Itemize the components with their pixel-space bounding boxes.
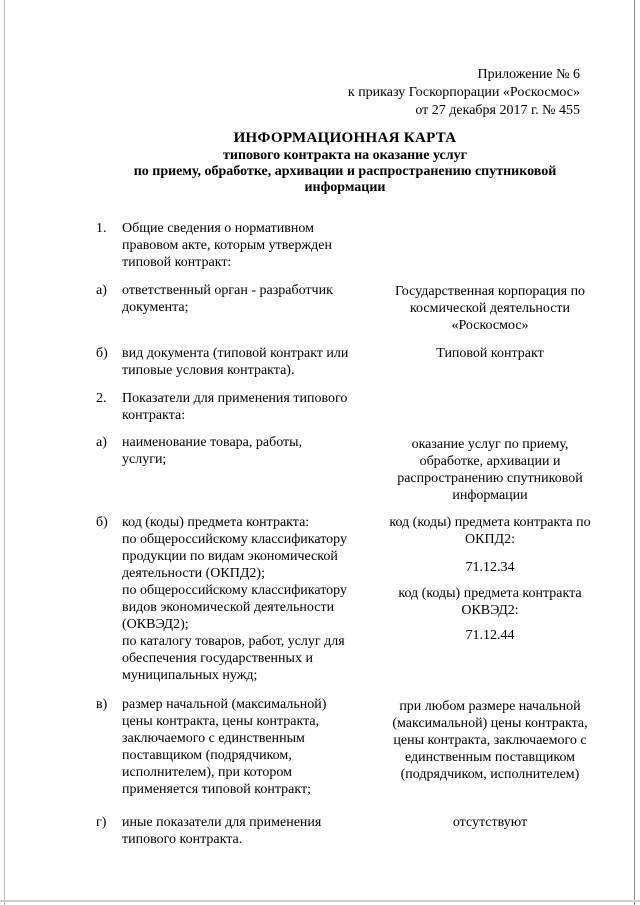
- scan-edge-right: [634, 0, 635, 905]
- item-number: в): [96, 697, 108, 712]
- title-line: по приему, обработке, архивации и распространению спутниковой: [133, 164, 557, 179]
- item-label-line: видов экономической деятельности: [122, 600, 335, 615]
- item-value-line: оказание услуг по приему,: [411, 437, 569, 452]
- item-label-line: иные показатели для применения: [122, 815, 322, 830]
- item-label: [122, 390, 380, 424]
- item-label-line: правовом акте, которым утвержден: [122, 238, 332, 253]
- item-label-line: услуги;: [122, 452, 167, 467]
- scan-edge-bottom: [0, 900, 640, 902]
- item-label-line: Общие сведения о нормативном: [122, 221, 314, 236]
- item-label-line: (ОКВЭД2);: [122, 617, 189, 632]
- item-value-line: (подрядчиком, исполнителем): [400, 767, 580, 782]
- item-label-line: исполнителем), при котором: [122, 765, 292, 780]
- item-label-line: продукции по видам экономической: [122, 549, 338, 564]
- item-value: [378, 345, 602, 362]
- item-label: [122, 282, 380, 316]
- appendix-number: Приложение № 6: [477, 67, 580, 82]
- item-label-line: поставщиком (подрядчиком,: [122, 748, 292, 763]
- item-label-line: Показатели для применения типового: [122, 391, 348, 406]
- item-value-line: Типовой контракт: [436, 346, 544, 361]
- okved-label: [378, 585, 602, 619]
- item-label-line: деятельности (ОКПД2);: [122, 566, 265, 581]
- item-label-line: типового контракта.: [122, 832, 243, 847]
- title-main: ИНФОРМАЦИОННАЯ КАРТА: [233, 130, 457, 146]
- item-label-line: заключаемого с единственным: [122, 731, 305, 746]
- scan-edge-left: [4, 0, 5, 905]
- okved-label-line: ОКВЭД2:: [461, 603, 519, 618]
- item-label-line: типовые условия контракта).: [122, 363, 295, 378]
- item-value: [378, 436, 602, 504]
- item-number: б): [96, 515, 108, 530]
- item-label: [122, 814, 380, 848]
- item-number: б): [96, 346, 108, 361]
- item-value: [378, 814, 602, 831]
- item-label-line: наименование товара, работы,: [122, 435, 303, 450]
- item-number: 1.: [96, 221, 107, 236]
- okved-label-line: код (коды) предмета контракта: [398, 586, 582, 601]
- item-label: [122, 220, 380, 271]
- item-value-line: обработке, архивации и: [419, 454, 561, 469]
- item-value-line: Государственная корпорация по: [394, 284, 586, 299]
- item-label: [122, 514, 380, 684]
- item-label-line: муниципальных нужд;: [122, 668, 258, 683]
- okpd-label-line: ОКПД2:: [465, 532, 515, 547]
- item-value-line: при любом размере начальной: [399, 699, 581, 714]
- item-number: а): [96, 435, 107, 450]
- item-label: [122, 434, 380, 468]
- item-label: [122, 696, 380, 798]
- item-value-line: отсутствуют: [452, 815, 528, 830]
- item-label-line: документа;: [122, 300, 189, 315]
- item-label-line: контракта:: [122, 408, 186, 423]
- item-label: [122, 345, 380, 379]
- appendix-order: к приказу Госкорпорации «Роскосмос»: [347, 85, 580, 100]
- item-number: 2.: [96, 391, 107, 406]
- title-line: информации: [304, 180, 386, 195]
- okpd-code: 71.12.34: [465, 560, 515, 575]
- okpd-label-line: код (коды) предмета контракта по: [389, 515, 591, 530]
- item-value: [378, 283, 602, 334]
- item-label-line: размер начальной (максимальной): [122, 697, 327, 712]
- title-line: типового контракта на оказание услуг: [223, 148, 467, 163]
- item-value-line: цены контракта, заключаемого с: [393, 733, 587, 748]
- item-label-line: цены контракта, цены контракта,: [122, 714, 320, 729]
- item-label-line: обеспечения государственных и: [122, 651, 313, 666]
- item-label-line: по общероссийскому классификатору: [122, 532, 347, 547]
- item-label-line: по общероссийскому классификатору: [122, 583, 347, 598]
- okpd-label: [378, 514, 602, 548]
- item-label-line: ответственный орган - разработчик: [122, 283, 333, 298]
- item-label-line: вид документа (типовой контракт или: [122, 346, 349, 361]
- item-value-line: распространению спутниковой: [397, 471, 583, 486]
- item-value-line: «Роскосмос»: [451, 318, 529, 333]
- item-number: а): [96, 283, 107, 298]
- item-label-line: типовой контракт:: [122, 255, 232, 270]
- item-value-line: (максимальной) цены контракта,: [392, 716, 588, 731]
- appendix-date: от 27 декабря 2017 г. № 455: [415, 103, 580, 118]
- item-value-line: единственным поставщиком: [404, 750, 576, 765]
- item-label-line: по каталогу товаров, работ, услуг для: [122, 634, 345, 649]
- okved-code: 71.12.44: [465, 628, 515, 643]
- item-label-line: код (коды) предмета контракта:: [122, 515, 310, 530]
- appendix-header: [300, 66, 580, 120]
- item-value: [378, 698, 602, 783]
- document-title: [80, 128, 610, 196]
- item-number: г): [96, 815, 107, 830]
- item-value-line: космической деятельности: [409, 301, 571, 316]
- item-label-line: применяется типовой контракт;: [122, 782, 311, 797]
- item-value-line: информации: [452, 488, 528, 503]
